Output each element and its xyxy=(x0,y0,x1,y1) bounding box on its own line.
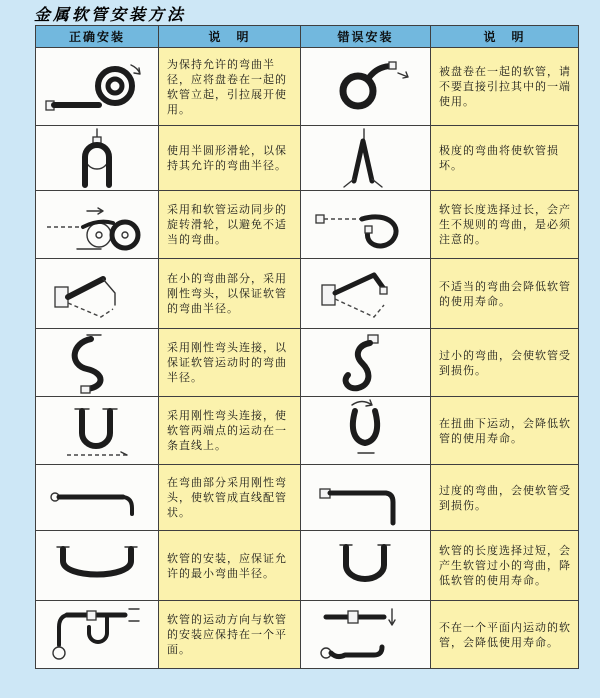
wrong-description: 不在一个平面内运动的软管，会降低使用寿命。 xyxy=(431,601,579,669)
header-correct-install: 正确安装 xyxy=(36,26,159,48)
page-title: 金属软管安装方法 xyxy=(34,5,187,24)
table-row xyxy=(36,531,579,601)
correct-image-cell xyxy=(36,259,159,329)
wrong-image-cell xyxy=(301,465,431,531)
over-length-irregular-loop-illustration xyxy=(310,193,422,257)
table-row xyxy=(36,465,579,531)
different-plane-motion-illustration xyxy=(310,603,422,667)
table-row xyxy=(36,329,579,397)
correct-description: 使用半圆形滑轮，以保持其允许的弯曲半径。 xyxy=(159,126,301,191)
table-header-row xyxy=(36,26,579,48)
correct-description: 采用刚性弯头连接，以保证软管运动时的弯曲半径。 xyxy=(159,329,301,397)
u-shape-linear-motion-illustration xyxy=(41,399,153,463)
correct-description: 软管的运动方向与软管的安装应保持在一个平面。 xyxy=(159,601,301,669)
correct-description: 为保持允许的弯曲半径，应将盘卷在一起的软管立起，引拉展开使用。 xyxy=(159,48,301,126)
correct-description: 在小的弯曲部分，采用刚性弯头，以保证软管的弯曲半径。 xyxy=(159,259,301,329)
table-row xyxy=(36,191,579,259)
straight-piping-rigid-elbow-illustration xyxy=(41,467,153,529)
wrong-image-cell xyxy=(301,126,431,191)
table-row xyxy=(36,48,579,126)
semicircular-pulley-hose-illustration xyxy=(41,127,153,189)
wrong-description: 软管长度选择过长，会产生不规则的弯曲，是必须注意的。 xyxy=(431,191,579,259)
wrong-description: 过度的弯曲，会使软管受到损伤。 xyxy=(431,465,579,531)
wrong-image-cell xyxy=(301,531,431,601)
wrong-description: 被盘卷在一起的软管，请不要直接引拉其中的一端使用。 xyxy=(431,48,579,126)
header-wrong-install: 错误安装 xyxy=(301,26,431,48)
correct-image-cell xyxy=(36,329,159,397)
wrong-image-cell xyxy=(301,259,431,329)
wrong-image-cell xyxy=(301,191,431,259)
correct-image-cell xyxy=(36,126,159,191)
correct-image-cell xyxy=(36,531,159,601)
correct-description: 在弯曲部分采用刚性弯头，使软管成直线配管状。 xyxy=(159,465,301,531)
correct-image-cell xyxy=(36,48,159,126)
header-explanation-right: 说 明 xyxy=(431,26,579,48)
correct-image-cell xyxy=(36,191,159,259)
wrong-description: 在扭曲下运动，会降低软管的使用寿命。 xyxy=(431,397,579,465)
table-row xyxy=(36,601,579,669)
extreme-bend-hose-illustration xyxy=(310,127,422,189)
same-plane-motion-trap-illustration xyxy=(41,603,153,667)
header-explanation-left: 说 明 xyxy=(159,26,301,48)
wrong-image-cell xyxy=(301,397,431,465)
wrong-image-cell xyxy=(301,329,431,397)
wrong-image-cell xyxy=(301,601,431,669)
rigid-elbow-small-bend-illustration xyxy=(41,261,153,327)
too-short-hose-narrow-u-illustration xyxy=(310,533,422,599)
correct-image-cell xyxy=(36,465,159,531)
correct-description: 采用和软管运动同步的旋转滑轮，以避免不适当的弯曲。 xyxy=(159,191,301,259)
minimum-bend-radius-wide-u-illustration xyxy=(41,533,153,599)
twisted-u-motion-illustration xyxy=(310,399,422,463)
rigid-elbow-connection-s-curve-illustration xyxy=(41,331,153,395)
table-row xyxy=(36,397,579,465)
too-small-bend-hook-illustration xyxy=(310,331,422,395)
improper-bend-fork-illustration xyxy=(310,261,422,327)
table-row xyxy=(36,126,579,191)
correct-description: 软管的安装，应保证允许的最小弯曲半径。 xyxy=(159,531,301,601)
coiled-hose-end-pulled-illustration xyxy=(310,53,422,121)
rotating-pulley-hose-illustration xyxy=(41,193,153,257)
wrong-image-cell xyxy=(301,48,431,126)
correct-description: 采用刚性弯头连接，使软管两端点的运动在一条直线上。 xyxy=(159,397,301,465)
wrong-description: 不适当的弯曲会降低软管的使用寿命。 xyxy=(431,259,579,329)
correct-image-cell xyxy=(36,601,159,669)
coiled-hose-stand-unroll-illustration xyxy=(41,53,153,121)
installation-table xyxy=(35,25,579,669)
excessive-right-angle-bend-illustration xyxy=(310,467,422,529)
wrong-description: 过小的弯曲，会使软管受到损伤。 xyxy=(431,329,579,397)
table-row xyxy=(36,259,579,329)
correct-image-cell xyxy=(36,397,159,465)
wrong-description: 极度的弯曲将使软管损坏。 xyxy=(431,126,579,191)
wrong-description: 软管的长度选择过短，会产生软管过小的弯曲，降低软管的使用寿命。 xyxy=(431,531,579,601)
